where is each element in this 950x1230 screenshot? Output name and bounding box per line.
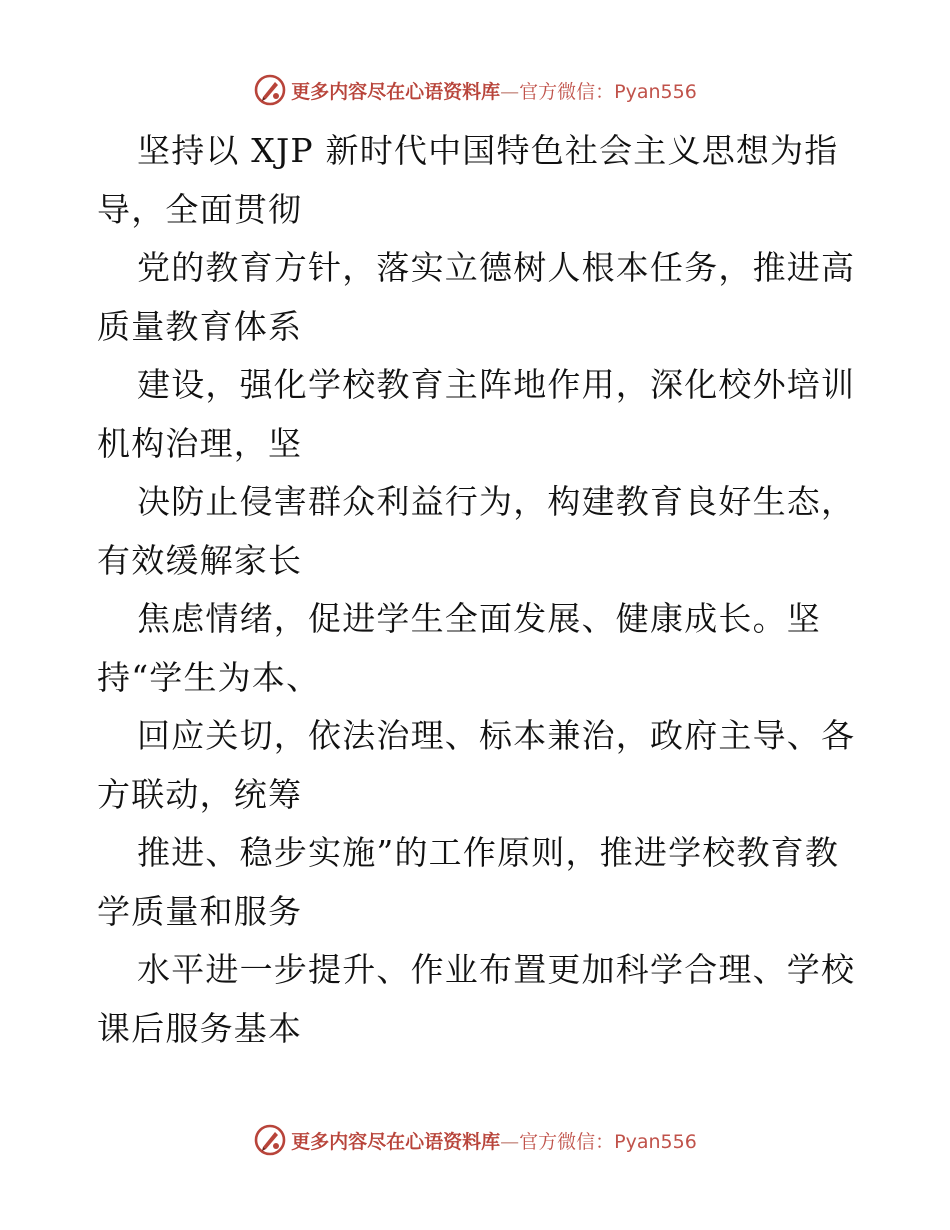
pen-circle-logo-icon (253, 1123, 287, 1157)
paragraph-line: 推进、稳步实施”的工作原则，推进学校教育教 (137, 833, 840, 872)
document-body (97, 122, 857, 1058)
paragraph-line: 机构治理，坚 (97, 423, 303, 463)
paragraph-line: 建设，强化学校教育主阵地作用，深化校外培训 (137, 365, 856, 404)
banner-dash: — (500, 80, 520, 103)
paragraph-line: 党的教育方针，落实立德树人根本任务，推进高 (137, 248, 856, 287)
banner-wechat: 官方微信：Pyan556 (519, 80, 697, 103)
paragraph-line: 回应关切，依法治理、标本兼治，政府主导、各 (137, 716, 856, 755)
paragraph-line: 焦虑情绪，促进学生全面发展、健康成长。坚 (137, 599, 821, 638)
paragraph-line: 质量教育体系 (97, 306, 303, 346)
banner-text (291, 1127, 697, 1154)
paragraph-line: 有效缓解家长 (97, 540, 303, 580)
paragraph-line: 课后服务基本 (97, 1008, 303, 1048)
paragraph-line: 持“学生为本、 (97, 657, 321, 697)
paragraph-line: 决防止侵害群众利益行为，构建教育良好生态， (137, 482, 856, 521)
paragraph-line: 坚持以 XJP 新时代中国特色社会主义思想为指 (137, 131, 839, 170)
header-watermark-banner (0, 70, 950, 110)
paragraph-line: 方联动，统筹 (97, 774, 303, 814)
paragraph-line: 水平进一步提升、作业布置更加科学合理、学校 (137, 950, 856, 989)
paragraph-line: 学质量和服务 (97, 891, 303, 931)
banner-site: 更多内容尽在心语资料库 (291, 1130, 501, 1153)
banner-wechat: 官方微信：Pyan556 (519, 1130, 697, 1153)
banner-text (291, 77, 697, 104)
footer-watermark-banner (0, 1120, 950, 1160)
banner-site: 更多内容尽在心语资料库 (291, 80, 501, 103)
paragraph-line: 导，全面贯彻 (97, 189, 303, 229)
banner-dash: — (500, 1130, 520, 1153)
pen-circle-logo-icon (253, 73, 287, 107)
